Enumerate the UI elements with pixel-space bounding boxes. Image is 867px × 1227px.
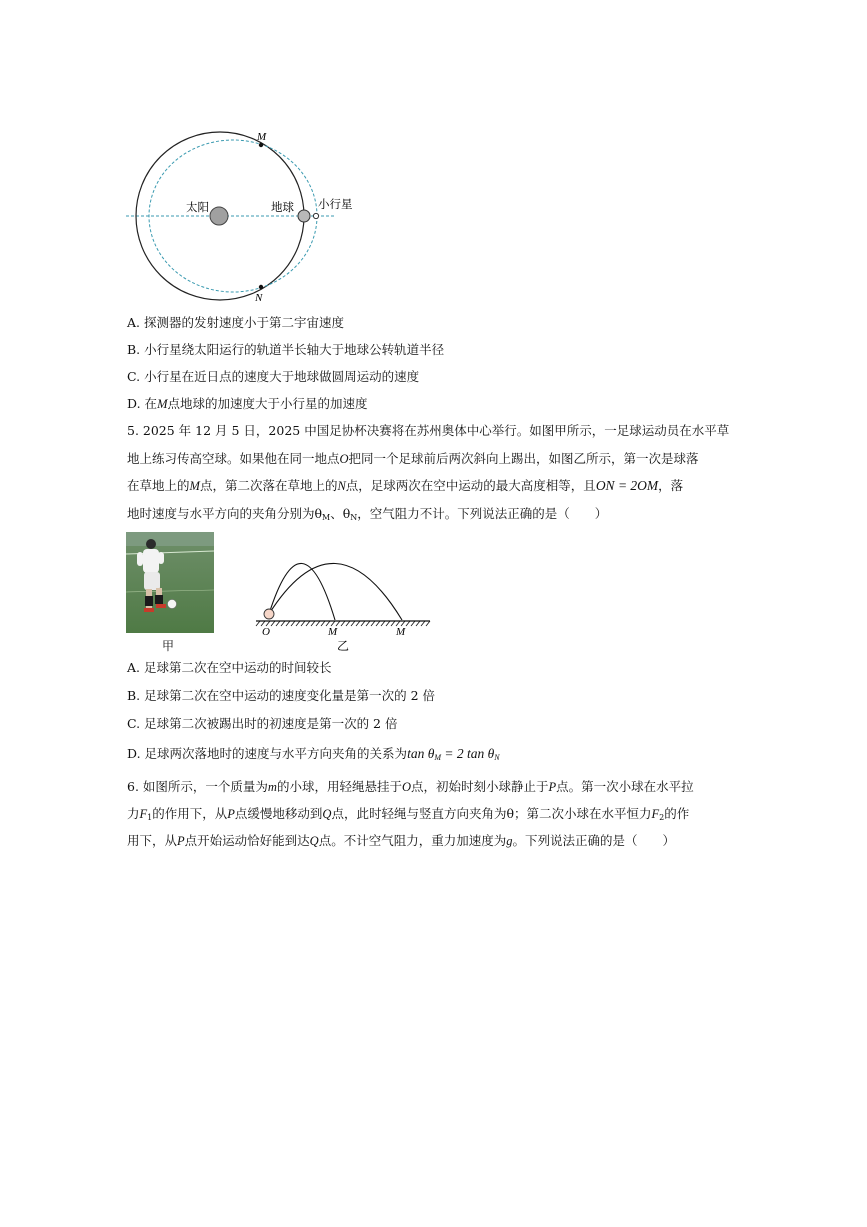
q4-option-b [127, 342, 727, 358]
q5-option-c [127, 716, 727, 732]
q6-text: 点缓慢地移动到 [234, 806, 323, 821]
q4-option-a [127, 315, 727, 331]
point-m-dot [259, 143, 263, 147]
soccer-player-photo [126, 532, 214, 633]
point-n-dot [259, 285, 263, 289]
ball-circle [264, 609, 274, 619]
label-n: N [255, 292, 263, 304]
q5-text: ，落 [658, 478, 684, 493]
option-letter: D. [127, 746, 141, 761]
q5-stem-line-3 [127, 478, 727, 494]
var-g: g [506, 834, 513, 848]
label-sun: 太阳 [186, 200, 209, 214]
q6-text: 的小球，用轻绳悬挂于 [276, 779, 402, 794]
var-m: M [157, 397, 168, 411]
eq-part: = 2 tan θ [441, 746, 495, 761]
sun-circle [210, 207, 228, 225]
option-text: 小行星在近日点的速度大于地球做圆周运动的速度 [144, 369, 420, 384]
var-m: m [267, 780, 277, 794]
q5-option-d [127, 746, 727, 766]
q4-option-d [127, 396, 727, 412]
trajectory-figure [254, 550, 434, 654]
equation-on-2om: ON = 2OM [595, 478, 659, 493]
option-text: 足球第二次在空中运动的时间较长 [144, 660, 332, 675]
q5-text: ，空气阻力不计。下列说法正确的是（ ） [357, 506, 608, 521]
q6-text: 点。不计空气阻力，重力加速度为 [318, 833, 507, 848]
option-letter: A. [127, 660, 141, 675]
label-o: O [262, 626, 270, 638]
option-text: 足球第二次在空中运动的速度变化量是第一次的 2 倍 [144, 688, 436, 703]
option-text: 足球第二次被踢出时的初速度是第一次的 2 倍 [144, 716, 398, 731]
option-letter: B. [127, 688, 141, 703]
eq-part: tan θ [407, 746, 435, 761]
var-m: M [189, 479, 200, 493]
label-m: M [257, 131, 267, 143]
option-letter: C. [127, 716, 141, 731]
q6-stem-line-2 [127, 806, 727, 826]
option-letter: C. [127, 369, 141, 384]
label-m2: M [396, 626, 406, 638]
trajectory-first [269, 563, 335, 620]
option-text: 点地球的加速度大于小行星的加速度 [167, 396, 368, 411]
option-letter: B. [127, 342, 141, 357]
q5-stem-line-1 [127, 423, 730, 439]
subscript-m: M [434, 753, 441, 762]
q6-text: 用下，从 [127, 833, 178, 848]
var-q: Q [309, 834, 319, 848]
label-m1: M [328, 626, 338, 638]
var-p: P [177, 834, 185, 848]
label-yi: 乙 [337, 639, 350, 653]
option-text: 小行星绕太阳运行的轨道半长轴大于地球公转轨道半径 [144, 342, 445, 357]
var-q: Q [322, 807, 332, 821]
q5-text: 5. 2025 年 12 月 5 日，2025 中国足协杯决赛将在苏州奥体中心举行。如图甲所示，一足球运动员在水平草 [127, 423, 730, 438]
var-f1: F [139, 807, 148, 821]
q5-text: 点，足球两次在空中运动的最大高度相等，且 [345, 478, 596, 493]
q6-stem-line-1 [127, 779, 727, 795]
subscript-n: N [350, 513, 358, 522]
subscript-m: M [322, 513, 331, 522]
var-o: O [401, 780, 411, 794]
label-jia-text: 甲 [162, 639, 175, 653]
q6-text: 的作 [664, 806, 690, 821]
var-f2: F [651, 807, 660, 821]
q6-text: 。下列说法正确的是（ ） [512, 833, 675, 848]
q5-text: 把同一个足球前后两次斜向上踢出，如图乙所示，第一次是球落 [348, 451, 699, 466]
q6-text: 点。第一次小球在水平拉 [556, 779, 694, 794]
q5-option-a [127, 660, 727, 676]
equation-tan [407, 746, 500, 761]
subscript-n: N [494, 753, 500, 762]
option-text: 探测器的发射速度小于第二宇宙速度 [144, 315, 345, 330]
option-letter: D. [127, 396, 141, 411]
earth-circle [298, 210, 310, 222]
q6-stem-line-3 [127, 833, 727, 849]
q5-stem-line-2 [127, 451, 727, 467]
option-text: 在 [144, 396, 158, 411]
q4-option-c [127, 369, 727, 385]
label-jia [162, 637, 174, 654]
q5-text: 地时速度与水平方向的夹角分别为θ [127, 506, 323, 521]
q6-text: 点，初始时刻小球静止于 [410, 779, 549, 794]
q5-stem-line-4 [127, 506, 727, 526]
var-p: P [227, 807, 235, 821]
label-earth: 地球 [271, 200, 294, 214]
option-text: 足球两次落地时的速度与水平方向夹角的关系为 [144, 746, 408, 761]
var-p: P [548, 780, 557, 794]
var-n: N [337, 479, 346, 493]
q5-text: 、θ [330, 506, 351, 521]
q5-text: 点，第二次落在草地上的 [199, 478, 338, 493]
q6-text: 的作用下，从 [152, 806, 228, 821]
q6-text: 点开始运动恰好能到达 [184, 833, 310, 848]
orbit-figure [120, 125, 370, 310]
q5-text: 在草地上的 [127, 478, 190, 493]
subscript-1: 1 [147, 813, 153, 822]
q6-text: 点，此时轻绳与竖直方向夹角为θ；第二次小球在水平恒力 [331, 806, 652, 821]
q6-text: 6. 如图所示，一个质量为 [127, 779, 268, 794]
q5-text: 地上练习传高空球。如果他在同一地点 [127, 451, 340, 466]
asteroid-circle [313, 213, 318, 218]
var-o: O [339, 452, 349, 466]
subscript-2: 2 [659, 813, 665, 822]
option-letter: A. [127, 315, 141, 330]
trajectory-second [269, 563, 402, 620]
label-asteroid: 小行星 [318, 197, 353, 211]
q6-text: 力 [127, 806, 140, 821]
q5-option-b [127, 688, 727, 704]
